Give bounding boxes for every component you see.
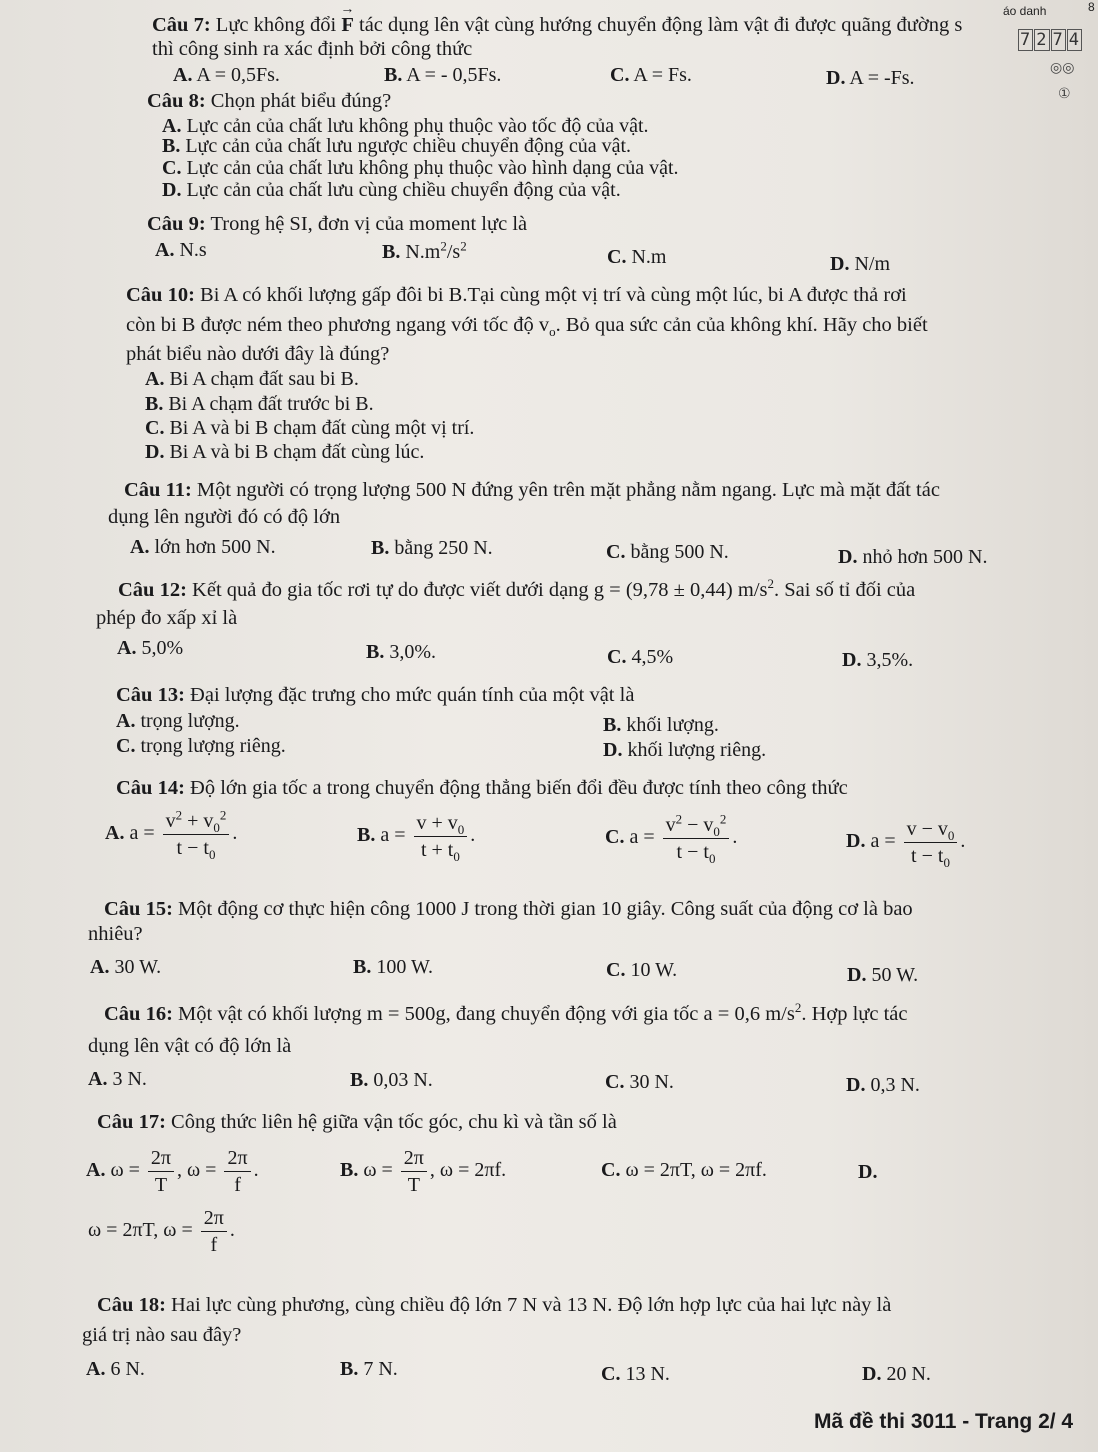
q18-option-a: A. 6 N. [86,1358,145,1380]
code-box: 7 [1052,30,1064,50]
answer-code-boxes [1018,30,1083,50]
q14-option-c: C. a = $\frac{v^2 - v_0^2}{t - t_0}$ . [605,811,738,866]
q13-option-d: D. khối lượng riêng. [603,739,767,761]
q10-option-d: D. Bi A và bi B chạm đất cùng lúc. [145,441,425,463]
question-text: tác dụng lên vật cùng hướng chuyển động làm vật đi được quãng đường s [359,14,963,36]
q18-option-d: D. 20 N. [862,1363,931,1385]
q8-option-a: A. Lực cản của chất lưu không phụ thuộc vào tốc độ của vật. [162,115,649,137]
q16-option-b: B. 0,03 N. [350,1069,433,1091]
q15-option-d: D. 50 W. [847,964,919,986]
question-15-line1: Câu 15: Một động cơ thực hiện công 1000 J trong thời gian 10 giây. Công suất của động cơ là bao [104,898,913,920]
q10-option-c: C. Bi A và bi B chạm đất cùng một vị trí. [145,417,475,439]
question-10-line3: phát biểu nào dưới đây là đúng? [126,343,390,365]
question-12-line1: Câu 12: Kết quả đo gia tốc rơi tự do được viết dưới dạng g = (9,78 ± 0,44) $m/s^2$. Sai số tỉ đối của [118,576,916,601]
q16-option-c: C. 30 N. [605,1071,674,1093]
question-17: Câu 17: Công thức liên hệ giữa vận tốc góc, chu kì và tần số là [97,1111,617,1133]
q11-option-a: A. lớn hơn 500 N. [130,536,276,558]
q9-option-d: D. N/m [830,253,891,275]
formula: g = (9,78 ± 0,44) m/s [593,579,768,601]
q12-option-a: A. 5,0% [117,637,184,659]
q8-option-d: D. Lực cản của chất lưu cùng chiều chuyển động của vật. [162,179,621,201]
question-15-line2: nhiêu? [88,923,143,945]
q11-option-c: C. bằng 500 N. [606,541,729,563]
q17-option-d: ω = 2πT, ω = $\frac{2\pi}{f}$ . [88,1207,235,1256]
code-box: 7 [1020,30,1032,50]
q18-option-b: B. 7 N. [340,1358,398,1380]
bubble-mark-icon: ◎◎ [1050,60,1075,76]
bubble-mark-icon: ① [1058,86,1071,102]
q13-option-c: C. trọng lượng riêng. [116,735,286,757]
question-12-line2: phép đo xấp xỉ là [96,607,238,629]
q15-option-a: A. 30 W. [90,956,162,978]
q14-option-d: D. a = $\frac{v - v_0}{t - t_0}$ . [846,818,966,870]
page-footer: Mã đề thi 3011 - Trang 2/ 4 [814,1410,1074,1433]
question-7-line1 [152,13,962,37]
q11-option-d: D. nhỏ hơn 500 N. [838,546,988,568]
q18-option-c: C. 13 N. [601,1363,670,1385]
q16-option-a: A. 3 N. [88,1068,147,1090]
q12-option-d: D. 3,5%. [842,649,914,671]
question-10-line2: còn bi B được ném theo phương ngang với tốc độ $v_o$. Bỏ qua sức cản của không khí. Hãy cho biết [126,314,928,340]
q17-option-a: A. ω = $\frac{2\pi}{T}$ , ω = $\frac{2\pi}{f}$ . [86,1147,259,1196]
question-11-line2: dụng lên người đó có độ lớn [108,506,341,528]
q7-option-c: C. A = Fs. [610,64,692,86]
q8-option-c: C. Lực cản của chất lưu không phụ thuộc vào hình dạng của vật. [162,157,679,179]
q12-option-b: B. 3,0%. [366,641,437,663]
q10-option-b: B. Bi A chạm đất trước bi B. [145,393,374,415]
header-corner-label: áo danh [1003,4,1047,18]
question-7-line2: thì công sinh ra xác định bởi công thức [152,38,473,60]
q9-option-b: B. $N.m^2/s^2$ [382,238,467,263]
q8-option-b: B. Lực cản của chất lưu ngược chiều chuyển động của vật. [162,135,632,157]
q17-option-d-label: D. [858,1161,878,1183]
question-13: Câu 13: Đại lượng đặc trưng cho mức quán tính của một vật là [116,684,635,706]
question-10-line1: Câu 10: Bi A có khối lượng gấp đôi bi B.Tại cùng một vị trí và cùng một lúc, bi A được thả rơi [126,284,907,306]
question-18-line1: Câu 18: Hai lực cùng phương, cùng chiều độ lớn 7 N và 13 N. Độ lớn hợp lực của hai lực này là [97,1294,892,1316]
code-box: 2 [1036,30,1048,50]
q9-option-c: C. N.m [607,246,667,268]
q11-option-b: B. bằng 250 N. [371,537,493,559]
q16-option-d: D. 0,3 N. [846,1074,920,1096]
q7-option-a: A. A = 0,5Fs. [173,64,280,86]
q13-option-b: B. khối lượng. [603,714,719,736]
q17-option-b: B. ω = $\frac{2\pi}{T}$ , ω = 2πf. [340,1147,507,1196]
force-vector-symbol: → F [341,13,354,37]
header-corner-digit: 8 [1088,0,1095,14]
q7-option-d: D. A = -Fs. [826,67,915,89]
question-14: Câu 14: Độ lớn gia tốc a trong chuyển động thẳng biến đổi đều được tính theo công thức [116,777,848,799]
q9-option-a: A. N.s [155,239,207,261]
q17-option-c: C. ω = 2πT, ω = 2πf. [601,1159,767,1181]
q14-option-b: B. a = $\frac{v + v_0}{t + t_0}$ . [357,812,476,864]
code-box: 4 [1068,30,1080,50]
q10-option-a: A. Bi A chạm đất sau bi B. [145,368,359,390]
q15-option-b: B. 100 W. [353,956,434,978]
question-11-line1: Câu 11: Một người có trọng lượng 500 N đứng yên trên mặt phẳng nằm ngang. Lực mà mặt đất tác [124,479,940,501]
q13-option-a: A. trọng lượng. [116,710,240,732]
q7-option-b: B. A = - 0,5Fs. [384,64,502,86]
question-16-line1: Câu 16: Một vật có khối lượng m = 500g, đang chuyển động với gia tốc a = 0,6 $m/s^2$. Hợp lực tác [104,1000,908,1025]
question-9: Câu 9: Trong hệ SI, đơn vị của moment lực là [147,213,528,235]
q15-option-c: C. 10 W. [606,959,678,981]
q12-option-c: C. 4,5% [607,646,674,668]
question-16-line2: dụng lên vật có độ lớn là [88,1035,292,1057]
question-8: Câu 8: Chọn phát biểu đúng? [147,90,392,112]
q14-option-a: A. a = $\frac{v^2 + v_0^2}{t - t_0}$ . [105,807,238,862]
question-label: Câu 7: [152,14,211,36]
question-text: Lực không đổi [215,14,337,36]
question-18-line2: giá trị nào sau đây? [82,1324,242,1346]
